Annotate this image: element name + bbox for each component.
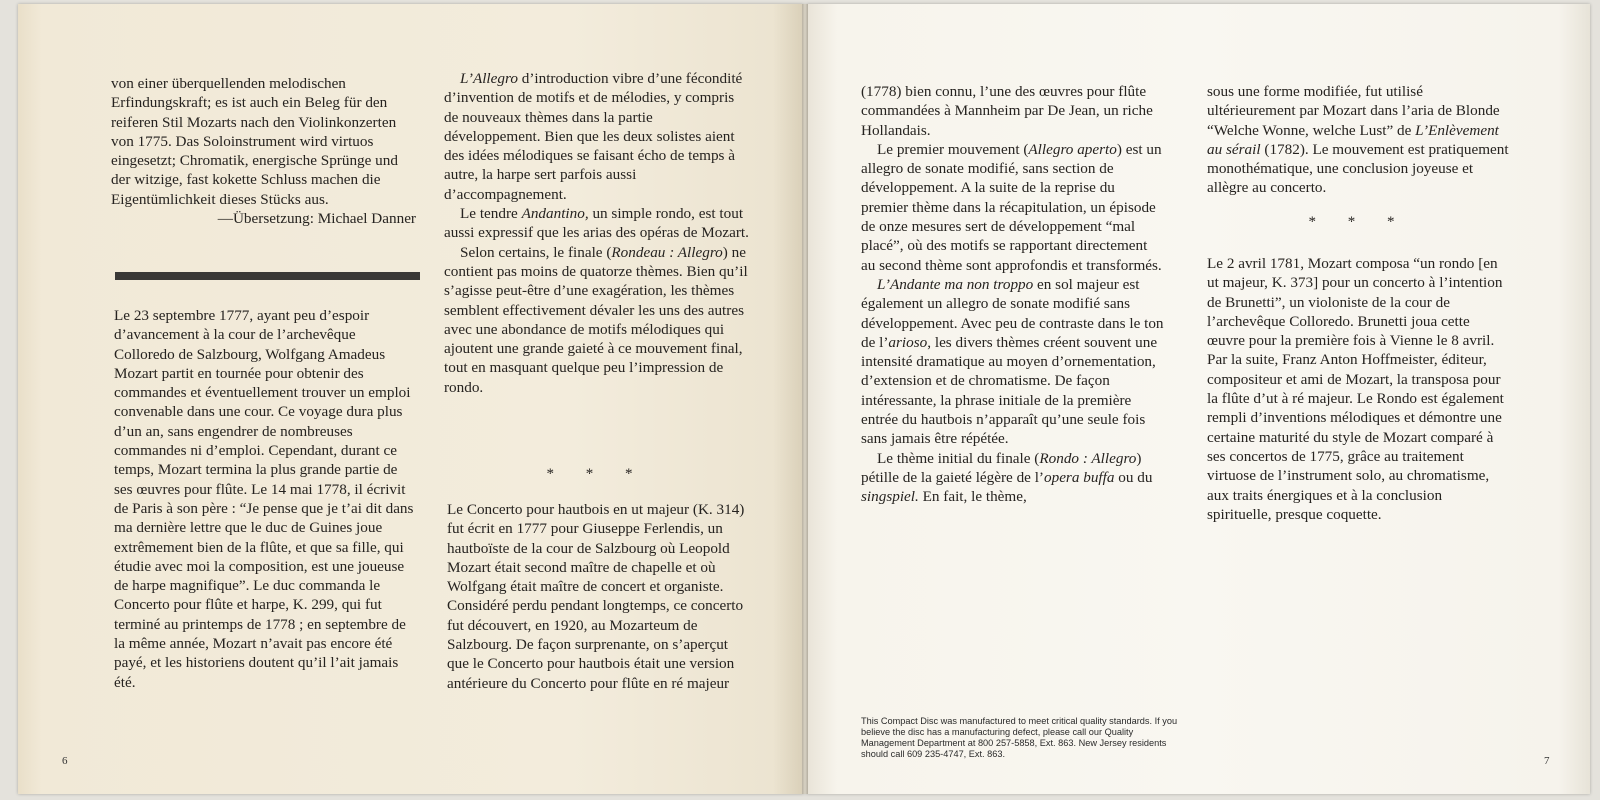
seraglio-paragraph: sous une forme modifiée, fut utilisé ultérieurement par Mozart dans l’aria de Blonde “Welche Wonne, welche Lust” de L’Enlèvement au sérail (1782). Le mouvement est pratiquement monothématique, une conclusion joyeuse et allègre au concerto. <box>1207 83 1509 197</box>
french-intro-paragraph: Le 23 septembre 1777, ayant peu d’espoir d’avancement à la cour de l’archevêque Colloredo de Salzbourg, Wolfgang Amadeus Mozart partit en tournée pour obtenir des commandes et éventuellement trouver un emploi convenable dans une cour. Ce voyage dura plus d’un an, sans engendrer de nombreuses commandes ni d’emploi. Cependant, durant ce temps, Mozart termina la plus grande partie de ses œuvres pour flûte. Le 14 mai 1778, il écrivit de Paris à son père : “Je pense que je t’ai dit dans ma dernière lettre que le duc de Guines joue extrêmement bien de la flûte, et que sa fille, qui étudie avec moi la composition, est une joueuse de harpe magnifique”. Le duc commanda le Concerto pour flûte et harpe, K. 299, qui fut terminé au printemps de 1778 ; en septembre de la même année, Mozart n’avait pas encore été payé, et les historiens doutent qu’il l’ait jamais été. <box>114 307 414 691</box>
right-page-column-2 <box>1207 82 1510 198</box>
allegro-title: L’Allegro <box>460 70 518 87</box>
opera-buffa-term: opera buffa <box>1044 468 1115 486</box>
page-number-left: 6 <box>62 755 68 767</box>
oboe-concerto-paragraph: Le Concerto pour hautbois en ut majeur (K. 314) fut écrit en 1777 pour Giuseppe Ferlendis, un hautboïste de la cour de Salzbourg où Leopold Mozart était second maître de chapelle et où Wolfgang était maître de concert et organiste. Considéré perdu pendant longtemps, ce concerto fut découvert, en 1920, au Mozarteum de Salzbourg. De façon surprenante, on s’aperçut que le Concerto pour hautbois était une version antérieure du Concerto pour flûte en ré majeur <box>447 501 745 692</box>
booklet-spine <box>802 4 808 794</box>
translator-credit: —Übersetzung: Michael Danner <box>217 210 416 228</box>
andante-title: L’Andante ma non troppo <box>877 275 1034 293</box>
singspiel-term: singspiel. <box>861 488 919 506</box>
left-page-column-1-french <box>114 306 417 692</box>
seraglio-title: L’Enlèvement au sérail <box>1207 121 1499 158</box>
rondo-allegro-title: Rondo : Allegro <box>1039 449 1137 467</box>
left-page-column-2 <box>444 69 749 397</box>
right-page-column-2-rondo <box>1207 254 1510 524</box>
allegro-aperto-title: Allegro aperto <box>1028 140 1117 158</box>
finale-paragraph: Selon certains, le finale (Rondeau : Allegro) ne contient pas moins de quatorze thèmes. Bien qu’il s’agisse peut-être d’une exagération, les thèmes semblent effectivement dévaler les uns des autres avec une abondance de motifs mélodiques qui ajoutent une grande gaieté à ce mouvement final, tout en masquant quelque peu l’impression de rondo. <box>444 243 748 396</box>
flute-concerto-paragraph: (1778) bien connu, l’une des œuvres pour flûte commandées à Mannheim par De Jean, un riche Hollandais. <box>861 83 1153 139</box>
section-separator-stars-right: * * * <box>1308 214 1409 230</box>
manufacturing-notice: This Compact Disc was manufactured to meet critical quality standards. If you believe the disc has a manufacturing defect, please call our Quality Management Department at 800 257-5858, Ext. 863. New Jersey residents should call 609 235-4747, Ext. 863. <box>861 716 1178 759</box>
section-separator-stars: * * * <box>546 466 647 482</box>
andantino-title: Andantino, <box>521 205 589 223</box>
german-text-end: von einer überquellenden melodischen Erfindungskraft; es ist auch ein Beleg für den reiferen Stil Mozarts nach den Violinkonzerten von 1775. Das Soloinstrument wird virtuos eingesetzt; Chromatik, energische Sprünge und der witzige, fast kokette Schluss machen die Eigentümlichkeit dieses Stücks aus. <box>111 75 398 208</box>
rondeau-title: Rondeau : Allegro <box>611 243 723 261</box>
rondo-k373-paragraph: Le 2 avril 1781, Mozart composa “un rondo [en ut majeur, K. 373] pour un concerto à l’intention de Brunetti”, un violoniste de la cour de l’archevêque Colloredo. Brunetti joua cette œuvre pour la première fois à Vienne le 8 avril. Par la suite, Franz Anton Hoffmeister, éditeur, compositeur et ami de Mozart, la transposa pour la flûte d’ut à ré majeur. Le Rondo est également rempli d’inventions mélodiques et démontre une certaine maturité du style de Mozart comparé à ses concertos de 1775, grâce au traitement virtuose de l’instrument solo, au chromatisme, aux traits énergiques et à la conclusion spirituelle, presque coquette. <box>1207 255 1504 523</box>
rondo-finale-paragraph: Le thème initial du finale (Rondo : Allegro) pétille de la gaieté légère de l’opera buffa ou du singspiel. En fait, le thème, <box>861 449 1153 506</box>
first-movement-paragraph: Le premier mouvement (Allegro aperto) est un allegro de sonate modifié, sans section de développement. A la suite de la reprise du premier thème dans la récapitulation, un épisode de onze mesures sert de développement “mal placé”, où des motifs se rapportant directement au second thème sont approfondis et transformés. <box>861 140 1162 274</box>
right-page-column-1 <box>861 82 1164 507</box>
arioso-term: arioso <box>888 333 928 351</box>
page-number-right: 7 <box>1544 755 1550 767</box>
allegro-paragraph: L’Allegro d’introduction vibre d’une fécondité d’invention de motifs et de mélodies, y compris de nouveaux thèmes dans la partie développement. Bien que les deux solistes aient des idées mélodiques se faisant écho de temps à autre, la harpe sert parfois aussi d’accompagnement. <box>444 70 743 203</box>
left-page-column-1 <box>111 74 416 228</box>
left-page-column-2-oboe <box>447 500 749 693</box>
section-divider-bar <box>115 272 420 280</box>
andantino-paragraph: Le tendre Andantino, un simple rondo, est tout aussi expressif que les arias des opéras de Mozart. <box>444 205 749 242</box>
andante-paragraph: L’Andante ma non troppo en sol majeur est également un allegro de sonate modifié sans développement. Avec peu de contraste dans le ton de l’arioso, les divers thèmes créent souvent une intensité dramatique au moyen d’ornementation, d’extension et de chromatisme. De façon intéressante, la phrase initiale de la première entrée du hautbois n’apparaît qu’une seule fois sans jamais être répétée. <box>861 275 1164 448</box>
